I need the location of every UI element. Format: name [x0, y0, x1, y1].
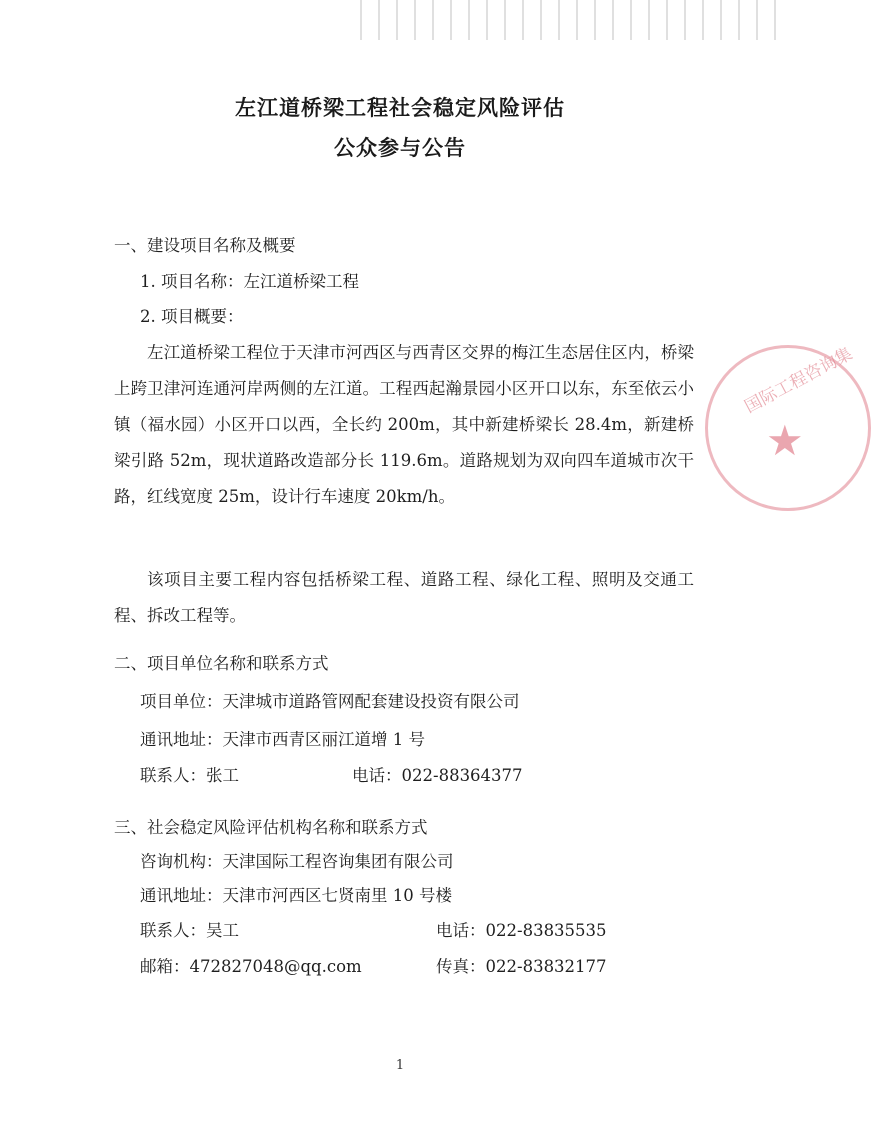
- page-number: 1: [395, 1058, 405, 1073]
- project-summary-paragraph: 左江道桥梁工程位于天津市河西区与西青区交界的梅江生态居住区内，桥梁上跨卫津河连通河岸两侧的左江道。工程西起瀚景园小区开口以东，东至依云小镇（福水园）小区开口以西，全长约 200m，其中新建桥梁长 28.4m，新建桥梁引路 52m，现状道路改造部分长 119.6m。道路规划为双向四车道城市次干路，红线宽度 25m，设计行车速度 20km/h。: [114, 343, 694, 506]
- document-title: 左江道桥梁工程社会稳定风险评估: [235, 96, 565, 120]
- project-unit-contact: 联系人：张工: [140, 766, 239, 785]
- project-unit: 项目单位：天津城市道路管网配套建设投资有限公司: [140, 692, 520, 711]
- project-content-paragraph: 该项目主要工程内容包括桥梁工程、道路工程、绿化工程、照明及交通工程、拆改工程等。: [114, 570, 694, 625]
- consulting-org-email: 邮箱：472827048@qq.com: [140, 957, 362, 976]
- consulting-org-contact: 联系人：吴工: [140, 921, 239, 940]
- consulting-org: 咨询机构：天津国际工程咨询集团有限公司: [140, 852, 454, 871]
- project-unit-address: 通讯地址：天津市西青区丽江道增 1 号: [140, 730, 425, 749]
- official-seal-stamp: [705, 345, 871, 511]
- section-1-heading: 一、建设项目名称及概要: [114, 236, 296, 255]
- star-icon: ★: [766, 416, 804, 465]
- consulting-org-phone: 电话：022-83835535: [436, 921, 607, 940]
- document-subtitle: 公众参与公告: [334, 136, 466, 160]
- consulting-org-address: 通讯地址：天津市河西区七贤南里 10 号楼: [140, 886, 452, 905]
- section-3-heading: 三、社会稳定风险评估机构名称和联系方式: [114, 818, 428, 837]
- project-unit-phone: 电话：022-88364377: [352, 766, 523, 785]
- project-name-item: 1. 项目名称：左江道桥梁工程: [140, 272, 359, 291]
- stamp-text: 国际工程咨询集: [741, 343, 856, 418]
- scan-artifact: [360, 0, 780, 40]
- consulting-org-fax: 传真：022-83832177: [436, 957, 607, 976]
- section-2-heading: 二、项目单位名称和联系方式: [114, 654, 329, 673]
- project-summary-item: 2. 项目概要：: [140, 307, 244, 326]
